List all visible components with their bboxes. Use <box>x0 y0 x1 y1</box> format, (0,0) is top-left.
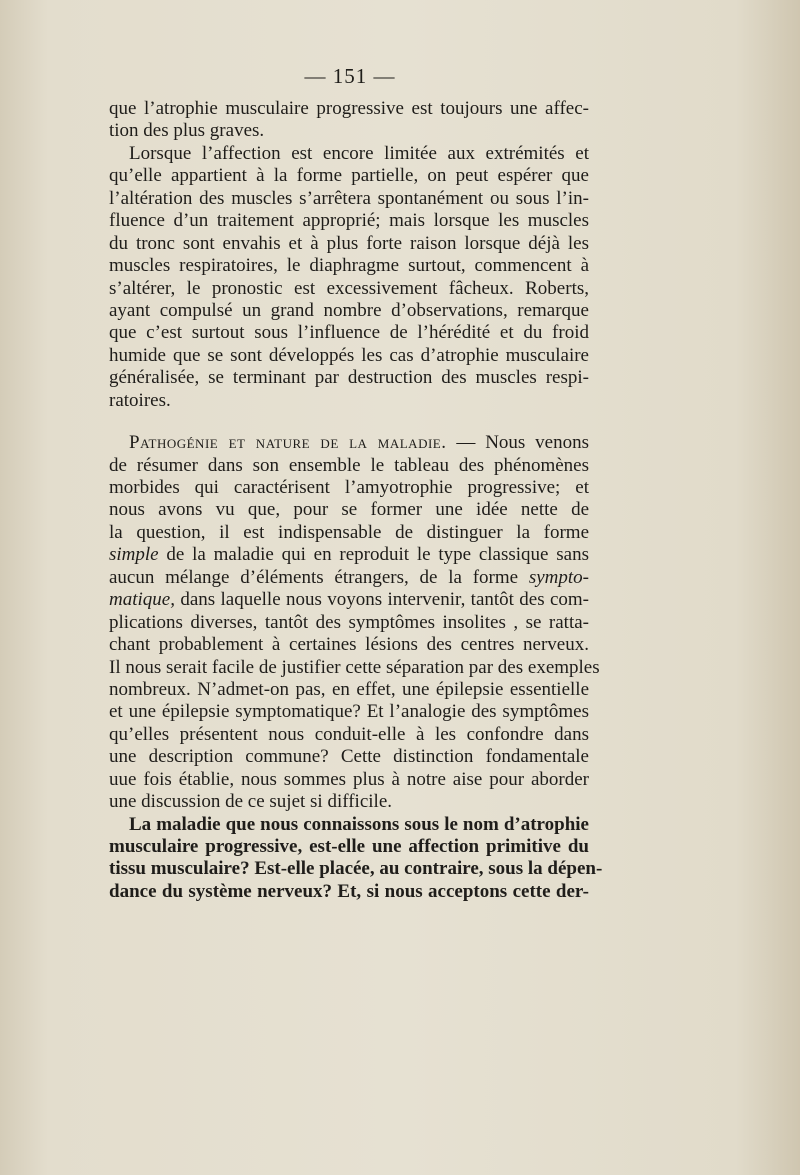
text-line: Il nous serait facile de justifier cette séparation par des exemples <box>109 656 600 678</box>
text-line: une discussion de ce sujet si difficile. <box>109 791 393 813</box>
text-line: Pathogénie et nature de la maladie. — Nous venons <box>129 432 589 454</box>
text-line: une description commune? Cette distinction fondamentale <box>109 746 589 768</box>
text-line: uue fois établie, nous sommes plus à notre aise pour aborder <box>109 768 589 790</box>
text-line: ayant compulsé un grand nombre d’observations, remarque <box>109 299 589 321</box>
text-line: humide que se sont développés les cas d’atrophie musculaire <box>109 344 589 366</box>
text-line: que c’est surtout sous l’influence de l’hérédité et du froid <box>109 322 589 344</box>
italic-term: matique, <box>109 589 175 611</box>
text-line: et une épilepsie symptomatique? Et l’analogie des symptômes <box>109 701 589 723</box>
text-line: Lorsque l’affection est encore limitée aux extrémités et <box>129 142 589 164</box>
text-line: qu’elle appartient à la forme partielle, on peut espérer que <box>109 165 589 187</box>
text-line: plications diverses, tantôt des symptômes insolites , se ratta- <box>109 611 589 633</box>
text-line: matique, dans laquelle nous voyons intervenir, tantôt des com- <box>109 589 589 611</box>
text-line: simple de la maladie qui en reproduit le type classique sans <box>109 544 589 566</box>
text-line: muscles respiratoires, le diaphragme surtout, commencent à <box>109 255 589 277</box>
text-line: de résumer dans son ensemble le tableau des phénomènes <box>109 454 589 476</box>
italic-term: sympto- <box>528 566 589 588</box>
text-line: la question, il est indispensable de distinguer la forme <box>109 521 589 543</box>
page-number: — 151 — <box>304 64 396 88</box>
text-line: La maladie que nous connaissons sous le nom d’atrophie <box>129 813 589 835</box>
text-line: fluence d’un traitement approprié; mais lorsque les muscles <box>109 210 589 232</box>
paragraph-gap <box>109 412 589 432</box>
text-line: morbides qui caractérisent l’amyotrophie progressive; et <box>109 477 589 498</box>
text-line: tissu musculaire? Est-elle placée, au contraire, sous la dépen- <box>109 858 603 880</box>
text-line: qu’elles présentent nous conduit-elle à les confondre dans <box>109 723 589 745</box>
text-line: nous avons vu que, pour se former une idée nette de <box>109 499 589 521</box>
text-line: l’altération des muscles s’arrêtera spontanément ou sous l’in- <box>109 187 589 209</box>
text-line: dance du système nerveux? Et, si nous acceptons cette der- <box>109 880 589 902</box>
text-line: chant probablement à certaines lésions des centres nerveux. <box>109 634 589 656</box>
body-text <box>109 98 603 903</box>
italic-term: simple <box>109 544 159 566</box>
text-line: aucun mélange d’éléments étrangers, de la forme sympto- <box>109 566 589 588</box>
text-line: du tronc sont envahis et à plus forte raison lorsque déjà les <box>109 232 589 254</box>
text-line: musculaire progressive, est-elle une affection primitive du <box>109 836 589 857</box>
text-line: généralisée, se terminant par destruction des muscles respi- <box>109 367 589 389</box>
text-line: s’altérer, le pronostic est excessivement fâcheux. Roberts, <box>109 277 589 299</box>
text-line: nombreux. N’admet-on pas, en effet, une épilepsie essentielle <box>109 678 589 700</box>
text-line: tion des plus graves. <box>109 120 265 142</box>
text-line: ratoires. <box>109 389 171 411</box>
section-heading: Pathogénie et nature de la maladie. <box>129 432 447 454</box>
text-line: que l’atrophie musculaire progressive est toujours une affec- <box>109 98 589 119</box>
